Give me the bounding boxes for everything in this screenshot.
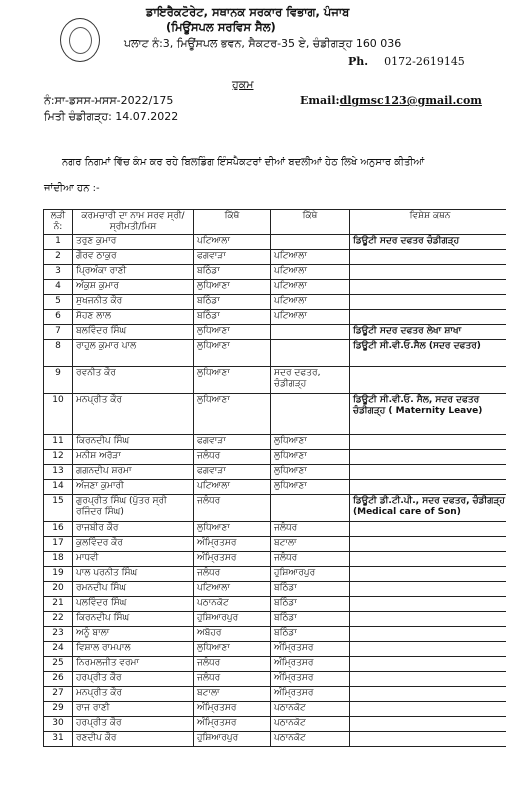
cell-employee-name: ਗਗਨਦੀਪ ਸ਼ਰਮਾ xyxy=(73,465,194,480)
cell-from: ਪਟਿਆਲਾ xyxy=(194,480,271,495)
cell-serial: 7 xyxy=(44,325,73,340)
cell-serial: 17 xyxy=(44,537,73,552)
cell-serial: 5 xyxy=(44,295,73,310)
cell-serial: 14 xyxy=(44,480,73,495)
cell-to: ਬਠਿੰਡਾ xyxy=(271,627,350,642)
cell-to: ਬਟਾਲਾ xyxy=(271,537,350,552)
cell-to: ਅੰਮ੍ਰਿਤਸਰ xyxy=(271,687,350,702)
table-row xyxy=(44,325,506,340)
table-row xyxy=(44,250,506,265)
cell-serial: 13 xyxy=(44,465,73,480)
table-row xyxy=(44,367,506,394)
phone-label: Ph. xyxy=(348,55,369,68)
cell-employee-name: ਕਿਰਨਦੀਪ ਸਿੰਘ xyxy=(73,435,194,450)
cell-to: ਬਠਿੰਡਾ xyxy=(271,597,350,612)
cell-remarks: ਡਿਊਟੀ ਸਦਰ ਦਫਤਰ ਲੇਖਾ ਸ਼ਾਖਾ xyxy=(350,325,506,340)
cell-employee-name: ਰਾਜ ਰਾਣੀ xyxy=(73,702,194,717)
cell-serial: 25 xyxy=(44,657,73,672)
cell-remarks xyxy=(350,612,506,627)
cell-to: ਜਲੰਧਰ xyxy=(271,552,350,567)
cell-from: ਫਗਵਾੜਾ xyxy=(194,435,271,450)
table-header-row xyxy=(44,210,506,235)
cell-employee-name: ਕੁਲਵਿੰਦਰ ਕੌਰ xyxy=(73,537,194,552)
table-row xyxy=(44,522,506,537)
header-employee-name: ਕਰਮਚਾਰੀ ਦਾ ਨਾਮ ਸਰਵ ਸ੍ਰੀ/ਸ੍ਰੀਮਤੀ/ਮਿਸ xyxy=(73,210,194,235)
cell-employee-name: ਗੁਰਪ੍ਰੀਤ ਸਿੰਘ (ਪੁੱਤਰ ਸ੍ਰੀ ਰਜਿੰਦਰ ਸਿੰਘ) xyxy=(73,495,194,522)
order-subject: ਨਗਰ ਨਿਗਮਾਂ ਵਿੱਚ ਕੰਮ ਕਰ ਰਹੇ ਬਿਲਡਿੰਗ ਇੰਸਪੈਕਟਰਾਂ ਦੀਆਂ ਬਦਲੀਆਂ ਹੇਠ ਲਿਖੇ ਅਨੁਸਾਰ ਕੀਤੀਆਂ xyxy=(62,157,425,168)
cell-serial: 23 xyxy=(44,627,73,642)
cell-remarks xyxy=(350,465,506,480)
cell-employee-name: ਸੁਖਜਨੀਤ ਕੌਰ xyxy=(73,295,194,310)
cell-remarks: ਡਿਊਟੀ ਸੀ.ਵੀ.ਓ. ਸੈਲ, ਸਦਰ ਦਫਤਰ ਚੰਡੀਗੜ੍ਹ ( Maternity Leave) xyxy=(350,394,506,435)
cell-remarks: ਡਿਊਟੀ ਸੀ.ਵੀ.ਓ.ਸੈਲ (ਸਦਰ ਦਫਤਰ) xyxy=(350,340,506,367)
cell-from: ਲੁਧਿਆਣਾ xyxy=(194,340,271,367)
cell-from: ਅੰਮ੍ਰਿਤਸਰ xyxy=(194,717,271,732)
cell-from: ਜਲੰਧਰ xyxy=(194,495,271,522)
cell-employee-name: ਸੋਹਣ ਲਾਲ xyxy=(73,310,194,325)
table-row xyxy=(44,687,506,702)
table-row xyxy=(44,537,506,552)
cell-employee-name: ਗੌਰਵ ਠਾਕੁਰ xyxy=(73,250,194,265)
cell-employee-name: ਪਲਵਿੰਦਰ ਸਿੰਘ xyxy=(73,597,194,612)
cell-to: ਲੁਧਿਆਣਾ xyxy=(271,435,350,450)
cell-remarks xyxy=(350,672,506,687)
cell-serial: 4 xyxy=(44,280,73,295)
cell-to: ਬਠਿੰਡਾ xyxy=(271,582,350,597)
cell-from: ਲੁਧਿਆਣਾ xyxy=(194,367,271,394)
header-to: ਕਿੱਥੇ xyxy=(271,210,350,235)
header-remarks: ਵਿਸ਼ੇਸ਼ ਕਥਨ xyxy=(350,210,506,235)
cell-employee-name: ਮਨੀਸ਼ ਅਰੋੜਾ xyxy=(73,450,194,465)
cell-employee-name: ਅੰਜਣਾ ਕੁਮਾਰੀ xyxy=(73,480,194,495)
cell-remarks xyxy=(350,250,506,265)
cell-remarks xyxy=(350,717,506,732)
cell-remarks xyxy=(350,567,506,582)
cell-serial: 30 xyxy=(44,717,73,732)
cell-to xyxy=(271,325,350,340)
order-title: ਹੁਕਮ xyxy=(232,78,254,91)
cell-from: ਫਗਵਾੜਾ xyxy=(194,465,271,480)
cell-serial: 1 xyxy=(44,235,73,250)
cell-from: ਅੰਮ੍ਰਿਤਸਰ xyxy=(194,537,271,552)
cell-to xyxy=(271,394,350,435)
table-row xyxy=(44,672,506,687)
government-seal-icon xyxy=(60,18,100,62)
cell-employee-name: ਕਿਰਨਦੀਪ ਸਿੰਘ xyxy=(73,612,194,627)
cell-serial: 31 xyxy=(44,732,73,747)
cell-to: ਸਦਰ ਦਫਤਰ, ਚੰਡੀਗੜ੍ਹ xyxy=(271,367,350,394)
cell-from: ਲੁਧਿਆਣਾ xyxy=(194,280,271,295)
cell-serial: 22 xyxy=(44,612,73,627)
cell-serial: 18 xyxy=(44,552,73,567)
cell-to: ਲੁਧਿਆਣਾ xyxy=(271,450,350,465)
cell-remarks xyxy=(350,702,506,717)
cell-from: ਹੁਸ਼ਿਆਰਪੁਰ xyxy=(194,612,271,627)
cell-to: ਪਠਾਨਕੋਟ xyxy=(271,702,350,717)
cell-from: ਬਟਾਲਾ xyxy=(194,687,271,702)
order-date: ਮਿਤੀ ਚੰਡੀਗੜ੍ਹ: 14.07.2022 xyxy=(44,110,179,123)
email-address[interactable]: dlgmsc123@gmail.com xyxy=(339,94,482,107)
cell-name: (ਮਿਊਂਸਪਲ ਸਰਵਿਸ ਸੈਲ) xyxy=(166,20,276,34)
cell-from: ਫਗਵਾੜਾ xyxy=(194,250,271,265)
cell-from: ਅਬੋਹਰ xyxy=(194,627,271,642)
cell-serial: 11 xyxy=(44,435,73,450)
table-row xyxy=(44,732,506,747)
cell-employee-name: ਰਾਹੁਲ ਕੁਮਾਰ ਪਾਲ xyxy=(73,340,194,367)
table-row xyxy=(44,597,506,612)
table-row xyxy=(44,394,506,435)
cell-serial: 16 xyxy=(44,522,73,537)
table-row xyxy=(44,310,506,325)
table-row xyxy=(44,567,506,582)
table-row xyxy=(44,480,506,495)
cell-remarks xyxy=(350,642,506,657)
cell-from: ਲੁਧਿਆਣਾ xyxy=(194,325,271,340)
table-row xyxy=(44,552,506,567)
cell-remarks xyxy=(350,687,506,702)
cell-remarks xyxy=(350,435,506,450)
reference-number: ਨੰ:ਸਾ-ਡਸਸ-ਮਸਸ-2022/175 xyxy=(44,94,174,107)
cell-from: ਜਲੰਧਰ xyxy=(194,657,271,672)
cell-employee-name: ਰਵਨੀਤ ਕੌਰ xyxy=(73,367,194,394)
cell-from: ਜਲੰਧਰ xyxy=(194,567,271,582)
cell-employee-name: ਹਰਪ੍ਰੀਤ ਕੌਰ xyxy=(73,672,194,687)
cell-from: ਲੁਧਿਆਣਾ xyxy=(194,522,271,537)
cell-serial: 15 xyxy=(44,495,73,522)
cell-from: ਜਲੰਧਰ xyxy=(194,672,271,687)
cell-to: ਪਠਾਨਕੋਟ xyxy=(271,732,350,747)
table-row xyxy=(44,582,506,597)
cell-remarks xyxy=(350,280,506,295)
cell-remarks xyxy=(350,480,506,495)
cell-employee-name: ਮਾਧਵੀ xyxy=(73,552,194,567)
phone-number: 0172-2619145 xyxy=(384,55,465,68)
cell-employee-name: ਤਰੁਣ ਕੁਮਾਰ xyxy=(73,235,194,250)
cell-remarks xyxy=(350,552,506,567)
cell-employee-name: ਰਮਨਦੀਪ ਸਿੰਘ xyxy=(73,582,194,597)
cell-remarks xyxy=(350,265,506,280)
cell-from: ਲੁਧਿਆਣਾ xyxy=(194,642,271,657)
email-line xyxy=(300,94,482,107)
table-row xyxy=(44,612,506,627)
cell-employee-name: ਅਨੂੰ ਬਾਲਾ xyxy=(73,627,194,642)
cell-remarks xyxy=(350,597,506,612)
cell-employee-name: ਨਿਰਮਲਜੀਤ ਵਰਮਾ xyxy=(73,657,194,672)
cell-employee-name: ਪ੍ਰਿਅੰਕਾ ਰਾਣੀ xyxy=(73,265,194,280)
cell-serial: 10 xyxy=(44,394,73,435)
cell-to: ਅੰਮ੍ਰਿਤਸਰ xyxy=(271,672,350,687)
cell-from: ਅੰਮ੍ਰਿਤਸਰ xyxy=(194,552,271,567)
cell-to: ਲੁਧਿਆਣਾ xyxy=(271,480,350,495)
cell-remarks xyxy=(350,295,506,310)
cell-employee-name: ਰਣਦੀਪ ਕੌਰ xyxy=(73,732,194,747)
table-row xyxy=(44,295,506,310)
cell-serial: 3 xyxy=(44,265,73,280)
table-row xyxy=(44,280,506,295)
header-from: ਕਿੱਥੋ xyxy=(194,210,271,235)
cell-remarks xyxy=(350,537,506,552)
cell-serial: 2 xyxy=(44,250,73,265)
cell-serial: 12 xyxy=(44,450,73,465)
cell-remarks xyxy=(350,732,506,747)
table-row xyxy=(44,717,506,732)
cell-remarks: ਡਿਊਟੀ ਡੀ.ਟੀ.ਪੀ., ਸਦਰ ਦਫਤਰ, ਚੰਡੀਗੜ੍ਹ (Medical care of Son) xyxy=(350,495,506,522)
table-row xyxy=(44,642,506,657)
cell-employee-name: ਬਲਵਿੰਦਰ ਸਿੰਘ xyxy=(73,325,194,340)
table-row xyxy=(44,495,506,522)
table-row xyxy=(44,265,506,280)
office-address: ਪਲਾਟ ਨੰ:3, ਮਿਊਂਸਪਲ ਭਵਨ, ਸੈਕਟਰ-35 ਏ, ਚੰਡੀਗੜ੍ਹ 160 036 xyxy=(124,37,402,50)
cell-remarks xyxy=(350,522,506,537)
order-subject-continued: ਜਾਂਦੀਆ ਹਨ :- xyxy=(44,183,100,194)
cell-to xyxy=(271,235,350,250)
cell-from: ਅੰਮ੍ਰਿਤਸਰ xyxy=(194,702,271,717)
table-row xyxy=(44,465,506,480)
table-row xyxy=(44,340,506,367)
table-row xyxy=(44,235,506,250)
cell-to: ਪਟਿਆਲਾ xyxy=(271,310,350,325)
cell-serial: 20 xyxy=(44,582,73,597)
cell-remarks xyxy=(350,627,506,642)
cell-from: ਲੁਧਿਆਣਾ xyxy=(194,394,271,435)
cell-from: ਬਠਿੰਡਾ xyxy=(194,310,271,325)
cell-to: ਪਟਿਆਲਾ xyxy=(271,295,350,310)
table-row xyxy=(44,702,506,717)
table-row xyxy=(44,627,506,642)
cell-serial: 24 xyxy=(44,642,73,657)
cell-to: ਲੁਧਿਆਣਾ xyxy=(271,465,350,480)
cell-remarks xyxy=(350,310,506,325)
cell-from: ਪਟਿਆਲਾ xyxy=(194,235,271,250)
cell-employee-name: ਮਨਪ੍ਰੀਤ ਕੌਰ xyxy=(73,687,194,702)
cell-remarks: ਡਿਊਟੀ ਸਦਰ ਦਫਤਰ ਚੰਡੀਗੜ੍ਹ xyxy=(350,235,506,250)
cell-serial: 6 xyxy=(44,310,73,325)
table-row xyxy=(44,657,506,672)
cell-to: ਬਠਿੰਡਾ xyxy=(271,612,350,627)
cell-employee-name: ਵਿਸ਼ਾਲ ਰਾਮਪਾਲ xyxy=(73,642,194,657)
cell-to: ਪਠਾਨਕੋਟ xyxy=(271,717,350,732)
cell-remarks xyxy=(350,450,506,465)
cell-employee-name: ਹਰਪ੍ਰੀਤ ਕੌਰ xyxy=(73,717,194,732)
cell-employee-name: ਪਾਲ ਪਰਨੀਤ ਸਿੰਘ xyxy=(73,567,194,582)
cell-from: ਪਠਾਨਕੋਟ xyxy=(194,597,271,612)
cell-from: ਪਟਿਆਲਾ xyxy=(194,582,271,597)
cell-to: ਅੰਮ੍ਰਿਤਸਰ xyxy=(271,642,350,657)
cell-to: ਹੁਸ਼ਿਆਰਪੁਰ xyxy=(271,567,350,582)
cell-to: ਅੰਮ੍ਰਿਤਸਰ xyxy=(271,657,350,672)
header-serial: ਲੜੀ ਨੰ: xyxy=(44,210,73,235)
cell-to: ਪਟਿਆਲਾ xyxy=(271,280,350,295)
cell-to xyxy=(271,495,350,522)
transfer-table xyxy=(43,209,506,747)
cell-serial: 29 xyxy=(44,702,73,717)
cell-remarks xyxy=(350,657,506,672)
table-row xyxy=(44,435,506,450)
cell-serial: 9 xyxy=(44,367,73,394)
email-label: Email: xyxy=(300,94,340,107)
phone-line xyxy=(348,55,465,68)
cell-serial: 8 xyxy=(44,340,73,367)
cell-from: ਬਠਿੰਡਾ xyxy=(194,265,271,280)
cell-serial: 27 xyxy=(44,687,73,702)
cell-remarks xyxy=(350,367,506,394)
cell-to: ਪਟਿਆਲਾ xyxy=(271,265,350,280)
cell-employee-name: ਰਾਜਬੀਰ ਕੌਰ xyxy=(73,522,194,537)
cell-remarks xyxy=(350,582,506,597)
cell-serial: 26 xyxy=(44,672,73,687)
cell-employee-name: ਮਨਪ੍ਰੀਤ ਕੌਰ xyxy=(73,394,194,435)
cell-serial: 21 xyxy=(44,597,73,612)
cell-employee-name: ਅੰਕੁਸ਼ ਕੁਮਾਰ xyxy=(73,280,194,295)
cell-serial: 19 xyxy=(44,567,73,582)
cell-to: ਜਲੰਧਰ xyxy=(271,522,350,537)
cell-from: ਬਠਿੰਡਾ xyxy=(194,295,271,310)
cell-from: ਹੁਸ਼ਿਆਰਪੁਰ xyxy=(194,732,271,747)
cell-to xyxy=(271,340,350,367)
department-name: ਡਾਇਰੈਕਟੋਰੇਟ, ਸਥਾਨਕ ਸਰਕਾਰ ਵਿਭਾਗ, ਪੰਜਾਬ xyxy=(146,5,350,19)
cell-to: ਪਟਿਆਲਾ xyxy=(271,250,350,265)
cell-from: ਜਲੰਧਰ xyxy=(194,450,271,465)
table-row xyxy=(44,450,506,465)
